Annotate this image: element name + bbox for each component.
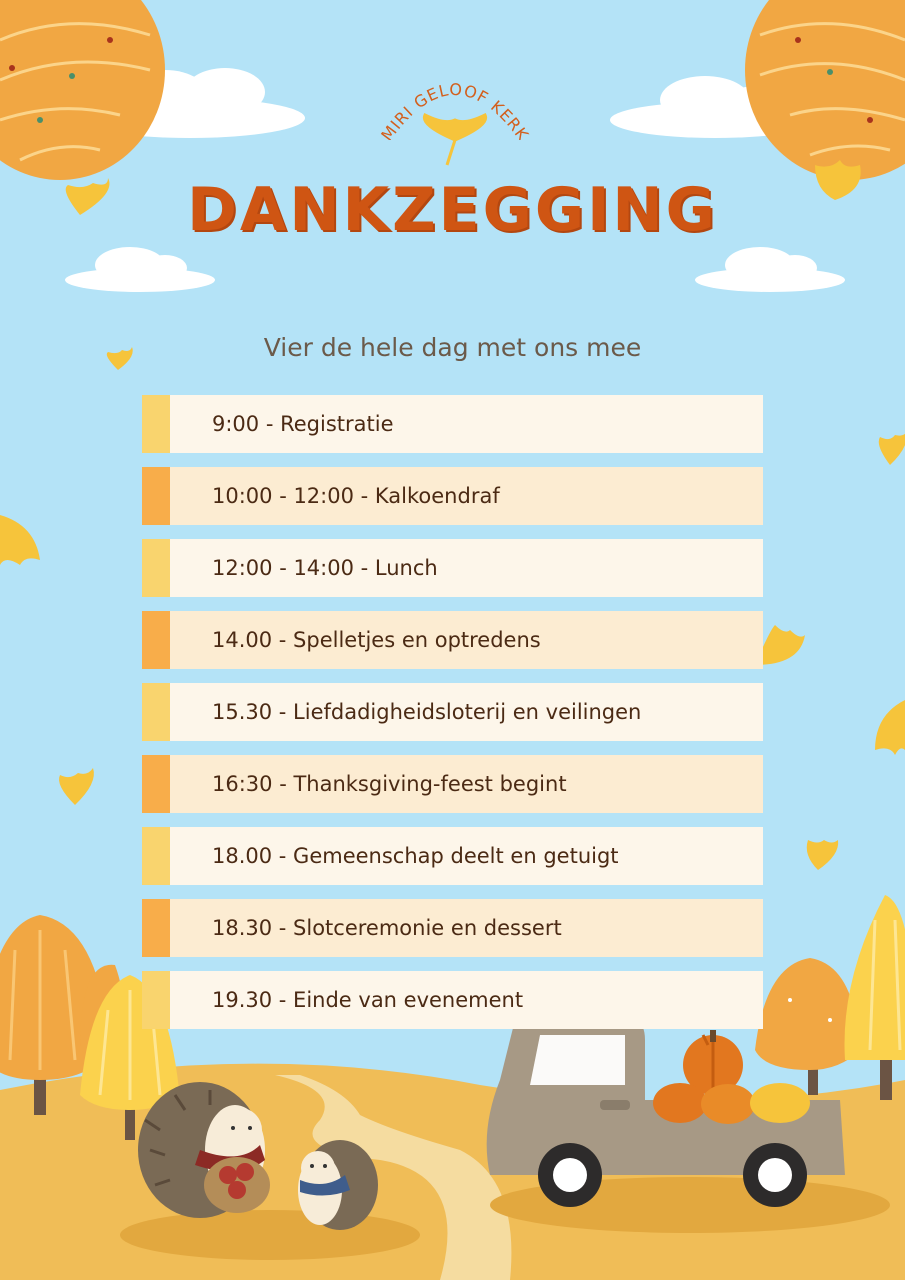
schedule-text: 15.30 - Liefdadigheidsloterij en veilingen [170, 683, 763, 741]
schedule-text: 12:00 - 14:00 - Lunch [170, 539, 763, 597]
schedule-item [142, 683, 763, 741]
ginkgo-leaf-icon [875, 700, 905, 755]
schedule-text: 19.30 - Einde van evenement [170, 971, 763, 1029]
ginkgo-leaf-icon [59, 768, 94, 805]
schedule-text: 18.00 - Gemeenschap deelt en getuigt [170, 827, 763, 885]
schedule-tab [142, 539, 170, 597]
schedule-item [142, 611, 763, 669]
svg-text:MIRI GELOOF KERK: MIRI GELOOF KERK [377, 79, 533, 140]
schedule-item [142, 755, 763, 813]
cloud-icon [695, 247, 845, 292]
schedule-text: 16:30 - Thanksgiving-feest begint [170, 755, 763, 813]
cloud-icon [65, 247, 215, 292]
schedule-tab [142, 611, 170, 669]
ginkgo-leaf-icon [879, 432, 905, 465]
ginkgo-leaf-icon [807, 840, 838, 870]
ginkgo-tree-icon [845, 895, 905, 1100]
schedule-tab [142, 395, 170, 453]
schedule-text: 18.30 - Slotceremonie en dessert [170, 899, 763, 957]
schedule-item [142, 971, 763, 1029]
schedule-item [142, 395, 763, 453]
schedule-tab [142, 827, 170, 885]
schedule-item [142, 467, 763, 525]
schedule-tab [142, 467, 170, 525]
page-title: DANKZEGGING [187, 175, 718, 245]
schedule-item [142, 539, 763, 597]
subtitle: Vier de hele dag met ons mee [263, 333, 642, 362]
schedule-tab [142, 755, 170, 813]
schedule-text: 9:00 - Registratie [170, 395, 763, 453]
schedule-text: 14.00 - Spelletjes en optredens [170, 611, 763, 669]
schedule-tab [142, 971, 170, 1029]
church-name [0, 70, 905, 140]
schedule-item [142, 899, 763, 957]
schedule-text: 10:00 - 12:00 - Kalkoendraf [170, 467, 763, 525]
schedule-tab [142, 683, 170, 741]
ginkgo-tree-icon [755, 958, 860, 1095]
schedule-item [142, 827, 763, 885]
ginkgo-leaf-icon [0, 515, 40, 565]
schedule-tab [142, 899, 170, 957]
hedgehog-icon [298, 1140, 378, 1230]
